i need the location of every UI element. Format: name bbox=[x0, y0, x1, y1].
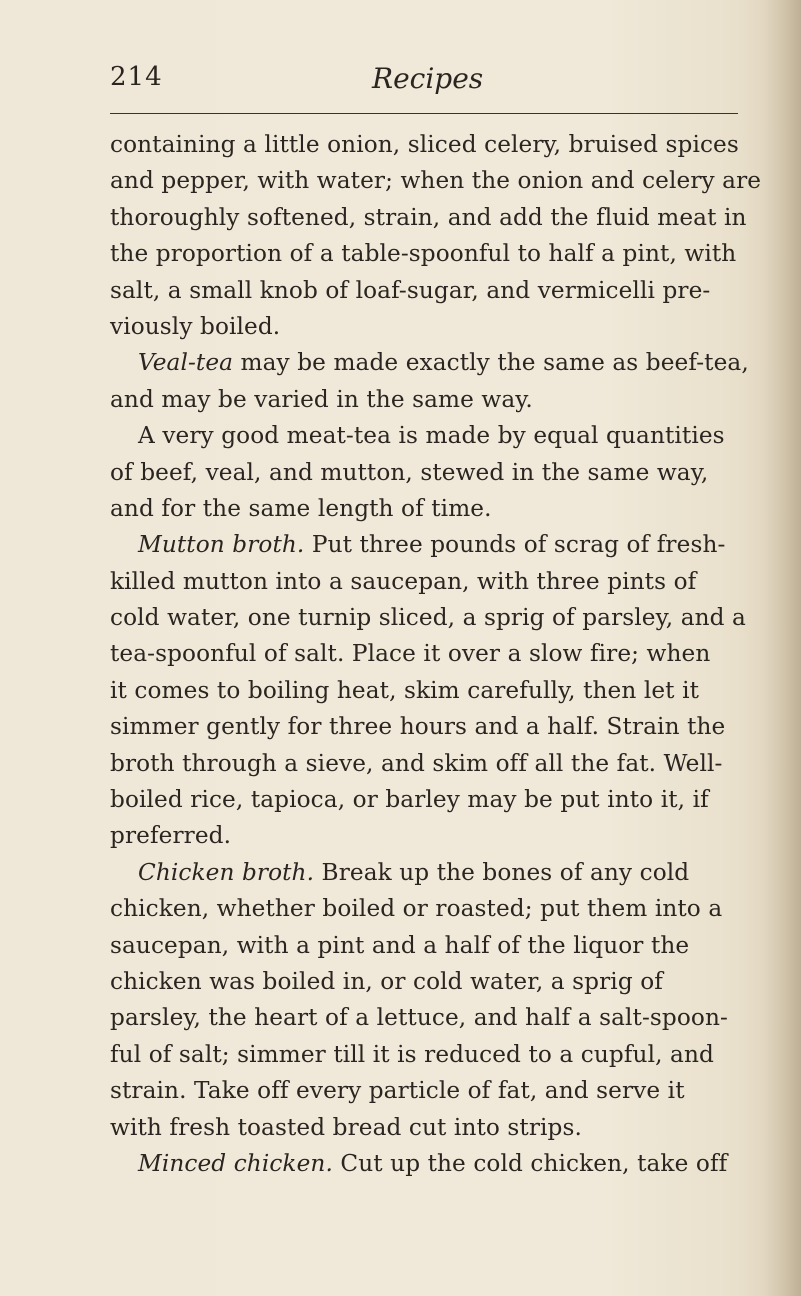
text-line: broth through a sieve, and skim off all the fat. Well- bbox=[110, 749, 723, 777]
text-line: preferred. bbox=[110, 822, 232, 850]
text-line: it comes to boiling heat, skim carefully, then let it bbox=[110, 676, 700, 704]
text-line: thoroughly softened, strain, and add the fluid meat in bbox=[110, 203, 747, 231]
run-in-heading: Veal-tea bbox=[138, 349, 234, 377]
text-line: with fresh toasted bread cut into strips. bbox=[110, 1113, 582, 1141]
text-line: cold water, one turnip sliced, a sprig of parsley, and a bbox=[110, 604, 746, 632]
text-line: viously boiled. bbox=[110, 312, 281, 340]
text-line: chicken was boiled in, or cold water, a sprig of bbox=[110, 967, 663, 995]
body-text bbox=[110, 127, 770, 1182]
paragraph-start-line: Veal-tea may be made exactly the same as beef-tea, bbox=[138, 349, 749, 377]
running-title: Recipes bbox=[372, 62, 484, 95]
header-rule bbox=[110, 113, 738, 114]
paragraph-start-line: Minced chicken. Cut up the cold chicken, take off bbox=[138, 1149, 728, 1177]
text-line: simmer gently for three hours and a half. Strain the bbox=[110, 713, 726, 741]
text-line: and pepper, with water; when the onion and celery are bbox=[110, 167, 762, 195]
text-line: salt, a small knob of loaf-sugar, and vermicelli pre- bbox=[110, 276, 711, 304]
text-line: of beef, veal, and mutton, stewed in the same way, bbox=[110, 458, 709, 486]
text-line: parsley, the heart of a lettuce, and half a salt-spoon- bbox=[110, 1004, 728, 1032]
text-line: ful of salt; simmer till it is reduced to a cupful, and bbox=[110, 1040, 714, 1068]
text-line: containing a little onion, sliced celery, bruised spices bbox=[110, 131, 739, 158]
paragraph-start-line: A very good meat-tea is made by equal quantities bbox=[138, 422, 725, 450]
run-in-heading: Mutton broth. bbox=[138, 531, 305, 559]
text-line: strain. Take off every particle of fat, and serve it bbox=[110, 1077, 685, 1105]
page-number: 214 bbox=[110, 62, 163, 92]
text-line: boiled rice, tapioca, or barley may be put into it, if bbox=[110, 786, 709, 814]
run-in-heading: Minced chicken. bbox=[138, 1149, 333, 1177]
run-in-heading: Chicken broth. bbox=[138, 858, 315, 886]
text-line: the proportion of a table-spoonful to half a pint, with bbox=[110, 240, 737, 268]
text-line: and may be varied in the same way. bbox=[110, 385, 533, 413]
paragraph-start-line: Mutton broth. Put three pounds of scrag of fresh- bbox=[138, 531, 726, 559]
page-header bbox=[110, 62, 730, 102]
text-line: saucepan, with a pint and a half of the liquor the bbox=[110, 931, 690, 959]
text-line: chicken, whether boiled or roasted; put them into a bbox=[110, 895, 723, 923]
text-line: killed mutton into a saucepan, with three pints of bbox=[110, 567, 697, 595]
text-line: and for the same length of time. bbox=[110, 494, 492, 522]
text-line: tea-spoonful of salt. Place it over a slow fire; when bbox=[110, 640, 711, 668]
paragraph-start-line: Chicken broth. Break up the bones of any cold bbox=[138, 858, 690, 886]
